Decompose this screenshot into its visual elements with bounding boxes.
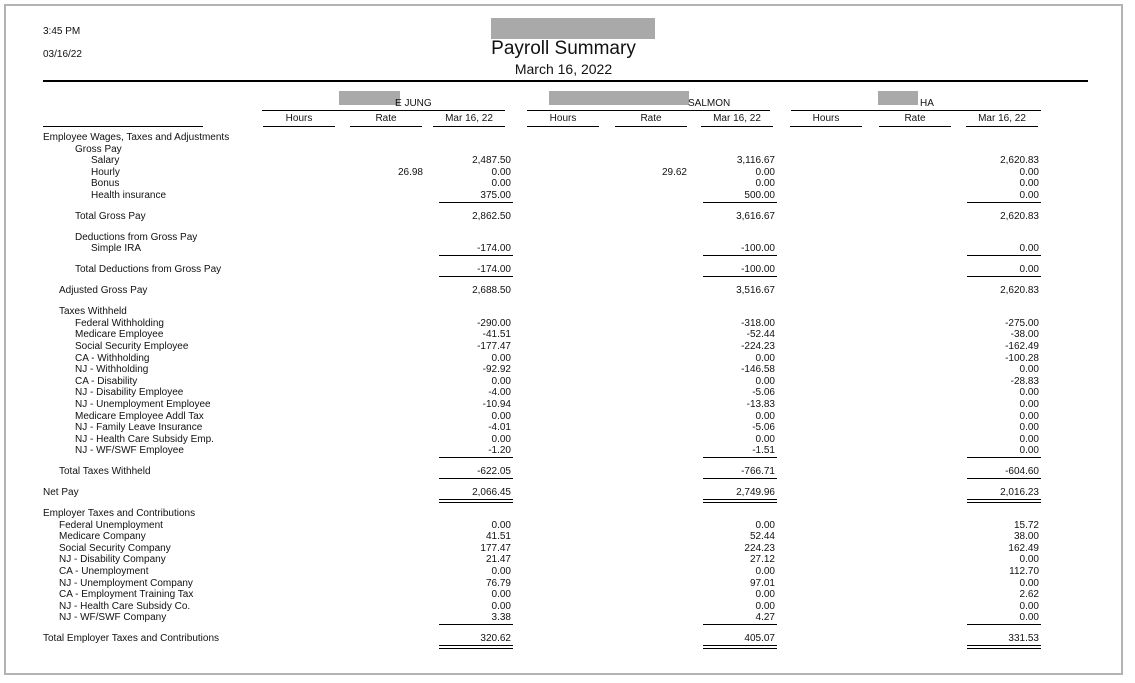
col-header-rate: Rate: [375, 113, 397, 124]
row-value: -4.00: [488, 387, 511, 399]
row-value: 0.00: [755, 589, 775, 601]
row-value: 2,620.83: [1000, 285, 1039, 297]
row-value: 0.00: [1019, 577, 1039, 589]
row-label: Employer Taxes and Contributions: [43, 508, 196, 519]
row-label: Bonus: [91, 178, 120, 190]
row-value: 177.47: [480, 542, 511, 554]
sum-rule-double: [967, 502, 1041, 503]
row-label: NJ - Family Leave Insurance: [75, 422, 203, 434]
row-label: Health insurance: [91, 190, 167, 201]
row-value: 0.00: [1019, 190, 1039, 201]
report-title: Payroll Summary: [491, 38, 636, 59]
header-rule: [43, 80, 1088, 82]
label-header-underline: [43, 126, 203, 127]
row-value: 15.72: [1013, 519, 1039, 531]
sum-rule: [703, 645, 777, 646]
row-value: 0.00: [491, 178, 511, 190]
sum-rule: [439, 202, 513, 203]
sum-rule: [967, 645, 1041, 646]
row-value: 38.00: [1013, 531, 1039, 543]
row-label: Net Pay: [43, 487, 79, 499]
row-label: NJ - WF/SWF Company: [59, 612, 167, 624]
row-value: 0.00: [1019, 445, 1039, 457]
row-value: -38.00: [1010, 329, 1039, 341]
row-value: 2,016.23: [1000, 487, 1039, 499]
row-value: -5.06: [752, 387, 775, 399]
row-value: 0.00: [1019, 243, 1039, 255]
sum-rule: [439, 624, 513, 625]
col-header-hours: Hours: [549, 113, 577, 124]
row-label: NJ - Health Care Subsidy Co.: [59, 600, 191, 612]
col-header-hours: Hours: [812, 113, 840, 124]
row-value: 0.00: [1019, 410, 1039, 422]
row-value: -224.23: [741, 340, 775, 352]
row-label: Medicare Employee Addl Tax: [75, 410, 204, 422]
sum-rule: [439, 255, 513, 256]
row-value: 2,620.83: [1000, 155, 1039, 167]
employee-name-rule: [262, 110, 505, 111]
row-value: -146.58: [741, 364, 775, 376]
row-value: 0.00: [755, 566, 775, 577]
sum-rule-double: [439, 648, 513, 649]
row-value: 76.79: [485, 577, 511, 589]
row-value: 375.00: [480, 190, 511, 201]
row-value: -92.92: [482, 364, 511, 376]
row-label: Social Security Company: [59, 542, 171, 554]
row-label: Simple IRA: [91, 243, 142, 255]
sum-rule: [967, 276, 1041, 277]
col-header-underline: [879, 126, 951, 127]
row-value: 52.44: [749, 531, 775, 543]
row-value: -28.83: [1010, 375, 1039, 387]
row-value: 0.00: [491, 519, 511, 531]
col-header-period: Mar 16, 22: [445, 113, 493, 124]
sum-rule-double: [439, 502, 513, 503]
row-value: 0.00: [491, 352, 511, 364]
row-label: Medicare Employee: [75, 329, 164, 341]
col-header-underline: [263, 126, 335, 127]
row-label: Hourly: [91, 166, 120, 178]
row-value: 3,516.67: [736, 285, 775, 297]
row-label: Total Employer Taxes and Contributions: [43, 633, 220, 645]
row-value: 0.00: [1019, 364, 1039, 376]
row-label: Total Gross Pay: [75, 210, 146, 222]
sum-rule-double: [967, 648, 1041, 649]
col-header-rate: Rate: [640, 113, 662, 124]
redacted-employee-name: [339, 91, 400, 105]
row-value: 21.47: [485, 554, 511, 566]
row-value: -13.83: [746, 398, 775, 410]
sum-rule-double: [703, 502, 777, 503]
row-value: 3,616.67: [736, 210, 775, 222]
row-value: -5.06: [752, 422, 775, 434]
row-value: -10.94: [482, 398, 511, 410]
employee-name: SALMON: [688, 98, 731, 109]
sum-rule: [967, 624, 1041, 625]
row-value: 0.00: [755, 178, 775, 190]
row-value: -52.44: [746, 329, 775, 341]
row-label: Federal Unemployment: [59, 519, 163, 531]
sum-rule: [967, 202, 1041, 203]
row-value: 224.23: [744, 542, 775, 554]
row-value: 0.00: [1019, 398, 1039, 410]
row-label: NJ - WF/SWF Employee: [75, 445, 184, 457]
row-label: Employee Wages, Taxes and Adjustments: [43, 132, 230, 143]
col-header-underline: [527, 126, 599, 127]
row-value: -4.01: [488, 422, 511, 434]
sum-rule: [439, 457, 513, 458]
row-value: -604.60: [1005, 466, 1039, 478]
sum-rule-double: [703, 648, 777, 649]
employee-name-rule: [527, 110, 770, 111]
report-date: 03/16/22: [43, 49, 82, 60]
row-label: NJ - Withholding: [75, 364, 149, 376]
row-label: CA - Disability: [75, 375, 138, 387]
report-time: 3:45 PM: [43, 26, 81, 37]
row-label: NJ - Health Care Subsidy Emp.: [75, 433, 214, 445]
col-header-underline: [966, 126, 1038, 127]
report-page: [4, 4, 1123, 675]
row-label: Total Taxes Withheld: [59, 466, 151, 478]
row-label: Social Security Employee: [75, 340, 189, 352]
row-value: -1.20: [488, 445, 511, 457]
row-value: 500.00: [744, 190, 775, 201]
row-label: CA - Withholding: [75, 352, 150, 364]
row-value: 0.00: [755, 352, 775, 364]
row-value: 3.38: [491, 612, 511, 624]
row-label: Salary: [91, 155, 120, 167]
row-value: 0.00: [1019, 387, 1039, 399]
sum-rule: [439, 478, 513, 479]
row-value: 2,749.96: [736, 487, 775, 499]
row-value: 320.62: [480, 633, 511, 645]
row-value: -41.51: [482, 329, 511, 341]
row-rate: 26.98: [397, 166, 423, 178]
row-value: 27.12: [749, 554, 775, 566]
row-value: 0.00: [491, 410, 511, 422]
sum-rule: [439, 645, 513, 646]
row-value: 0.00: [755, 166, 775, 178]
redacted-company-name: [491, 18, 655, 39]
col-header-underline: [615, 126, 687, 127]
sum-rule: [967, 457, 1041, 458]
row-value: 0.00: [1019, 433, 1039, 445]
row-value: 405.07: [744, 633, 775, 645]
row-value: 2,487.50: [472, 155, 511, 167]
row-value: 2,620.83: [1000, 210, 1039, 222]
row-value: 0.00: [1019, 264, 1039, 276]
row-value: 0.00: [1019, 554, 1039, 566]
row-value: 0.00: [755, 433, 775, 445]
row-value: 97.01: [749, 577, 775, 589]
row-value: 0.00: [491, 566, 511, 577]
col-header-underline: [790, 126, 862, 127]
sum-rule: [703, 255, 777, 256]
row-label: Adjusted Gross Pay: [59, 285, 148, 297]
col-header-rate: Rate: [904, 113, 926, 124]
row-value: 41.51: [485, 531, 511, 543]
row-label: NJ - Unemployment Employee: [75, 398, 211, 410]
row-value: 0.00: [755, 410, 775, 422]
col-header-period: Mar 16, 22: [713, 113, 761, 124]
row-value: 2,862.50: [472, 210, 511, 222]
col-header-underline: [701, 126, 773, 127]
row-value: 0.00: [1019, 612, 1039, 624]
row-value: -318.00: [741, 317, 775, 329]
sum-rule: [967, 255, 1041, 256]
row-value: 4.27: [755, 612, 775, 624]
row-value: 331.53: [1008, 633, 1039, 645]
sum-rule: [967, 499, 1041, 500]
sum-rule: [703, 624, 777, 625]
report-subtitle: March 16, 2022: [514, 61, 613, 77]
row-label: Taxes Withheld: [59, 306, 127, 318]
row-label: NJ - Unemployment Company: [59, 577, 193, 589]
col-header-underline: [350, 126, 422, 127]
row-label: CA - Employment Training Tax: [59, 589, 194, 601]
row-label: Deductions from Gross Pay: [75, 231, 198, 243]
col-header-hours: Hours: [285, 113, 313, 124]
row-label: Medicare Company: [59, 531, 146, 543]
row-value: -622.05: [477, 466, 511, 478]
row-value: 0.00: [1019, 178, 1039, 190]
row-value: -174.00: [477, 264, 511, 276]
row-value: 0.00: [491, 375, 511, 387]
row-value: 0.00: [755, 519, 775, 531]
employee-name-rule: [791, 110, 1041, 111]
row-value: -100.00: [741, 243, 775, 255]
row-value: 2,066.45: [472, 487, 511, 499]
row-label: CA - Unemployment: [59, 566, 149, 577]
row-value: 2.62: [1019, 589, 1039, 601]
sum-rule: [703, 499, 777, 500]
sum-rule: [967, 478, 1041, 479]
sum-rule: [439, 276, 513, 277]
row-value: 0.00: [491, 433, 511, 445]
row-value: 2,688.50: [472, 285, 511, 297]
row-value: -174.00: [477, 243, 511, 255]
row-value: 162.49: [1008, 542, 1039, 554]
row-value: 112.70: [1009, 566, 1039, 577]
col-header-period: Mar 16, 22: [978, 113, 1026, 124]
row-value: -177.47: [477, 340, 511, 352]
redacted-employee-name: [549, 91, 689, 105]
row-value: 0.00: [1019, 600, 1039, 612]
sum-rule: [703, 276, 777, 277]
row-value: -100.00: [741, 264, 775, 276]
row-value: -100.28: [1005, 352, 1039, 364]
row-value: 0.00: [755, 375, 775, 387]
row-value: 0.00: [491, 589, 511, 601]
sum-rule: [703, 202, 777, 203]
row-value: -275.00: [1005, 317, 1039, 329]
row-value: 0.00: [491, 166, 511, 178]
row-value: 3,116.67: [736, 155, 775, 167]
row-value: 0.00: [1019, 166, 1039, 178]
employee-name: HA: [920, 98, 934, 109]
employee-name: E JUNG: [395, 98, 432, 109]
row-label: NJ - Disability Employee: [75, 387, 184, 399]
sum-rule: [703, 457, 777, 458]
row-value: 0.00: [1019, 422, 1039, 434]
row-value: 0.00: [755, 600, 775, 612]
row-label: Gross Pay: [75, 143, 122, 155]
row-value: -1.51: [752, 445, 775, 457]
redacted-employee-name: [878, 91, 918, 105]
row-value: -766.71: [741, 466, 775, 478]
row-label: NJ - Disability Company: [59, 554, 166, 566]
row-value: -290.00: [477, 317, 511, 329]
row-value: -162.49: [1005, 340, 1039, 352]
sum-rule: [439, 499, 513, 500]
row-label: Total Deductions from Gross Pay: [75, 264, 222, 276]
row-value: 0.00: [491, 600, 511, 612]
col-header-underline: [433, 126, 505, 127]
row-rate: 29.62: [661, 166, 687, 178]
row-label: Federal Withholding: [75, 317, 164, 329]
sum-rule: [703, 478, 777, 479]
